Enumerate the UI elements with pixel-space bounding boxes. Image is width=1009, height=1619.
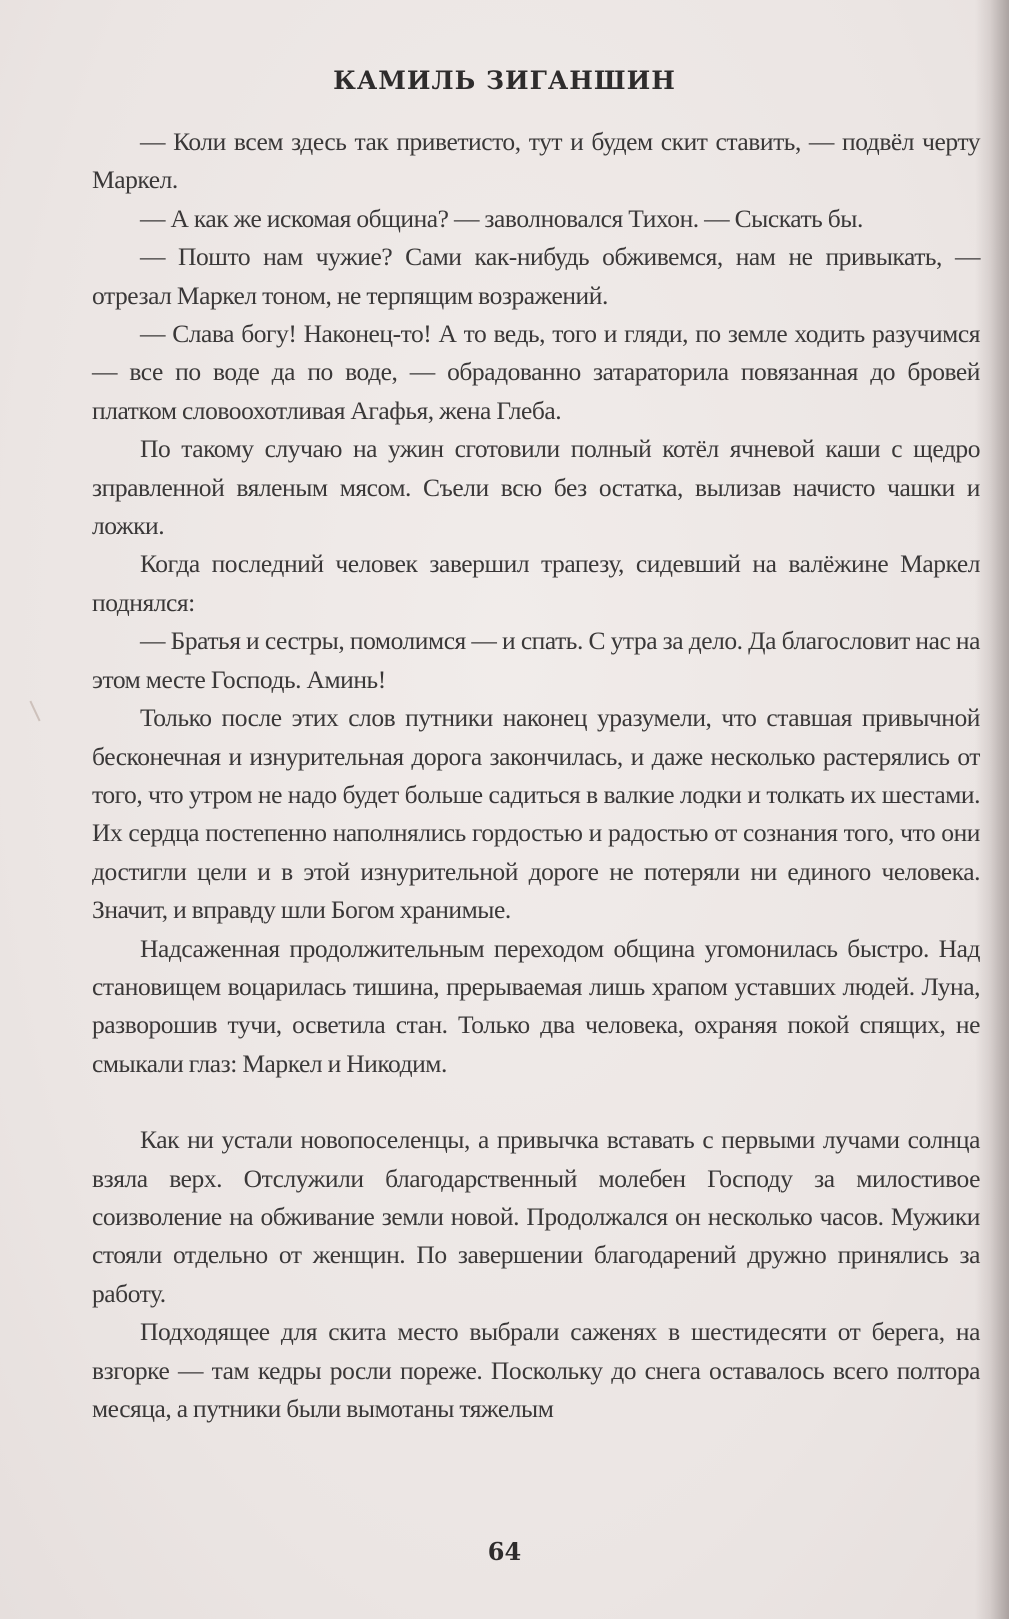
paragraph: — А как же искомая община? — заволновался Тихон. — Сыскать бы. (140, 203, 863, 233)
paragraph: Как ни устали новопоселенцы, а привычка вставать с первыми лучами солнца взяла верх. Отслужили благодарственный молебен Господу за милостивое соизволение на обживание земли новой. Продолжался он несколько часов. Мужики стояли отдельно от женщин. По завершении благодарений дружно принялись за работу. (92, 1125, 980, 1308)
paragraph: — Пошто нам чужие? Сами как-нибудь обживемся, нам не привыкать, — отрезал Маркел тоном, не терпящим возражений. (92, 242, 980, 310)
paragraph: — Слава богу! Наконец-то! А то ведь, того и гляди, по земле ходить разучимся — все по воде да по воде, — обрадованно затараторила повязанная до бровей платком словоохотливая Агафья, жена Глеба. (92, 319, 980, 425)
page-number: 64 (487, 1537, 522, 1566)
section-break (92, 1083, 980, 1121)
body-text (92, 123, 980, 1428)
paragraph: Надсаженная продолжительным переходом община угомонилась быстро. Над становищем воцарилась тишина, прерываемая лишь храпом уставших людей. Луна, разворошив тучи, осветила стан. Только два человека, охраняя покой спящих, не смыкали глаз: Маркел и Никодим. (92, 933, 980, 1078)
paper-scratch (29, 701, 40, 722)
paragraph: Подходящее для скита место выбрали саженях в шестидесяти от берега, на взгорке — там кедры росли пореже. Поскольку до снега оставалось всего полтора месяца, а путники были вымотаны тяжелым (92, 1317, 980, 1423)
running-head-author: КАМИЛЬ ЗИГАНШИН (333, 66, 676, 95)
paragraph: — Братья и сестры, помолимся — и спать. С утра за дело. Да благословит нас на этом месте Господь. Аминь! (92, 626, 980, 694)
paragraph: — Коли всем здесь так приветисто, тут и будем скит ставить, — подвёл черту Маркел. (92, 127, 980, 195)
paragraph: По такому случаю на ужин сготовили полный котёл ячневой каши с щедро зправленной вяленым мясом. Съели всю без остатка, вылизав начисто чашки и ложки. (92, 434, 980, 541)
paragraph: Только после этих слов путники наконец уразумели, что ставшая привычной бесконечная и изнурительная дорога закончилась, и даже несколько растерялись от того, что утром не надо будет больше садиться в валкие лодки и толкать их шестами. Их сердца постепенно наполнялись гордостью и радостью от сознания того, что они достигли цели и в этой изнурительной дороге не потеряли ни единого человека. Значит, и вправду шли Богом хранимые. (92, 703, 980, 925)
paragraph: Когда последний человек завершил трапезу, сидевший на валёжине Маркел поднялся: (92, 549, 980, 617)
